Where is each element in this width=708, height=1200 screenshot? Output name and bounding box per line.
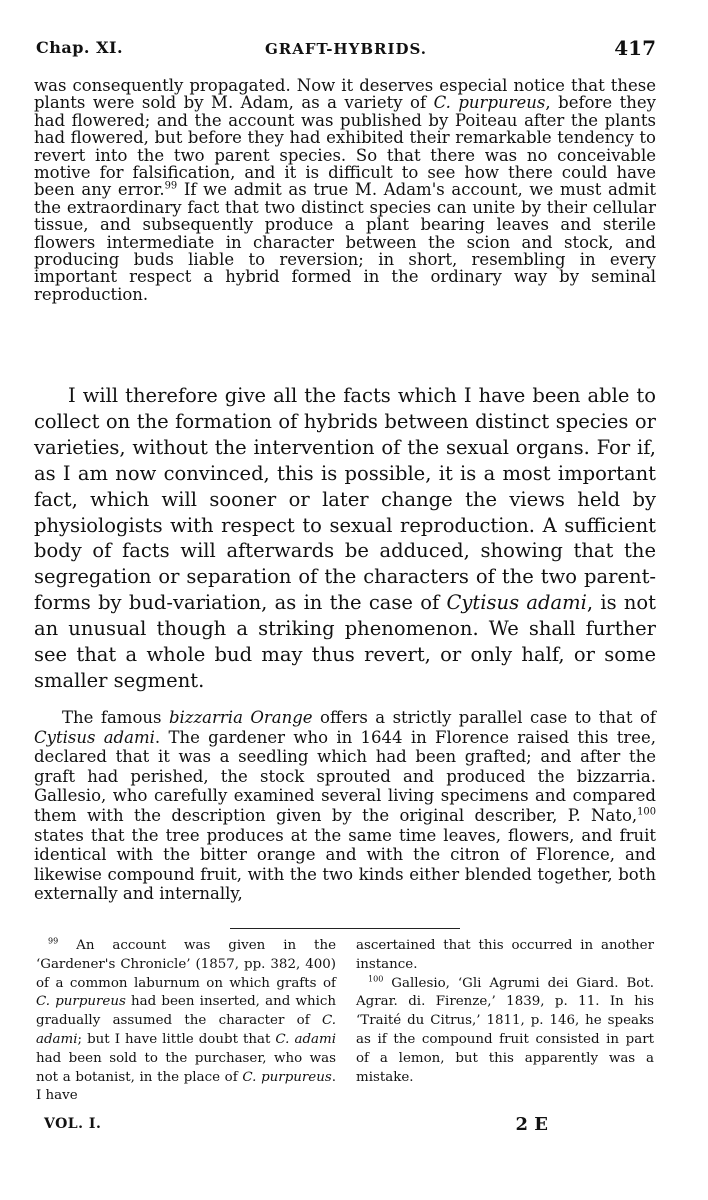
chapter-label: Chap. XI. xyxy=(36,38,124,57)
footnote-99 xyxy=(36,937,336,1106)
text-run: ; but I have little doubt that xyxy=(77,1031,276,1047)
footnote-99-continued: ascertained that this occurred in another instance. xyxy=(356,938,654,972)
text-run: The famous xyxy=(62,708,169,727)
text-run: I will therefore give all the facts which I have been able to collect on the formation of hybrids between distinct species or varieties, without the intervention of the sexual organs. For if, as I am now convinced, this is possible, it is a most important fact, which will sooner or later change the views held by physiologists with respect to sexual reproduction. A sufficient body of facts will afterwards be adduced, showing that the segregation or separation of the characters of the two parent-forms by bud-variation, as in the case of xyxy=(34,384,656,615)
italic-species-name: C. adami xyxy=(275,1031,336,1047)
running-title: GRAFT-HYBRIDS. xyxy=(264,40,428,58)
page-number: 417 xyxy=(614,36,656,60)
footnote-column-right xyxy=(356,937,654,1087)
italic-species-name: Cytisus adami xyxy=(34,727,155,747)
footnote-100 xyxy=(356,975,654,1088)
text-run: . The gardener who in 1644 in Florence raised this tree, declared that it was a seedling which had been grafted; and after the graft had perished, the stock sprouted and produced the bizzarria. Gallesio, who carefully examined several living specimens and compared them with the description given by the original describer, P. Nato, xyxy=(34,727,657,825)
text-run: , is not an unusual though a striking phenomenon. We shall further see that a whole bud may thus revert, or only half, or some smaller segment. xyxy=(34,591,656,692)
footnote-divider xyxy=(230,928,460,929)
footnote-ref-100[interactable]: 100 xyxy=(637,806,656,818)
paragraph-continued xyxy=(34,77,656,303)
footnote-marker: 99 xyxy=(48,936,59,946)
page-footer xyxy=(44,1114,656,1138)
italic-term: bizzarria Orange xyxy=(168,708,313,727)
italic-species-name: C. purpureus xyxy=(433,93,546,113)
footnote-marker: 100 xyxy=(368,974,384,984)
italic-species-name: C. purpureus xyxy=(242,1069,332,1085)
text-run: states that the tree produces at the same time leaves, flowers, and fruit identical with the bitter orange and with the citron of Florence, and likewise compound fruit, with the two kinds either blended together, both externally and internally, xyxy=(34,825,656,904)
text-run: had been inserted, and which gradually assumed the character of xyxy=(36,994,336,1029)
text-run: offers a strictly parallel case to that of xyxy=(312,708,656,727)
text-run: had been sold to the purchaser, who was not a botanist, in the place of xyxy=(36,1050,336,1085)
footnote-ref-99[interactable]: 99 xyxy=(164,180,178,192)
footnote-column-left xyxy=(36,937,336,1106)
text-run: If we admit as true M. Adam's account, we must admit the extraordinary fact that two distinct species can unite by their cellular tissue, and subsequently produce a plant bearing leaves and sterile flowers intermediate in character between the scion and stock, and producing buds liable to reversion; in short, resembling in every important respect a hybrid formed in the ordinary way by seminal reproduction. xyxy=(34,180,656,304)
running-header xyxy=(36,36,656,66)
paragraph-large-type xyxy=(34,383,656,694)
text-run: An account was given in the ‘Gardener's Chronicle’ (1857, pp. 382, 400) of a common laburnum on which grafts of xyxy=(36,938,336,991)
volume-label: VOL. I. xyxy=(44,1116,102,1132)
italic-species-name: C. adami xyxy=(36,1013,336,1047)
signature-mark: 2 E xyxy=(515,1114,548,1135)
italic-species-name: Cytisus adami xyxy=(446,591,587,615)
text-run: was consequently propagated. Now it deserves especial notice that these plants were sold by M. Adam, as a variety of xyxy=(34,76,656,113)
paragraph-bizzarria xyxy=(34,708,656,904)
text-run: . I have xyxy=(36,1069,336,1104)
text-run: Gallesio, ‘Gli Agrumi dei Giard. Bot. Agrar. di. Firenze,’ 1839, p. 11. In his ‘Traité du Citrus,’ 1811, p. 146, he speaks as if the compound fruit consisted in part of a lemon, but this apparently was a mistake. xyxy=(356,975,654,1085)
text-run: , before they had flowered; and the account was published by Poiteau after the plants had flowered, but before they had exhibited their remarkable tendency to revert into the two parent species. So that there was no conceivable motive for falsification, and it is difficult to see how there could have been any error. xyxy=(34,93,656,200)
italic-species-name: C. purpureus xyxy=(36,994,126,1010)
